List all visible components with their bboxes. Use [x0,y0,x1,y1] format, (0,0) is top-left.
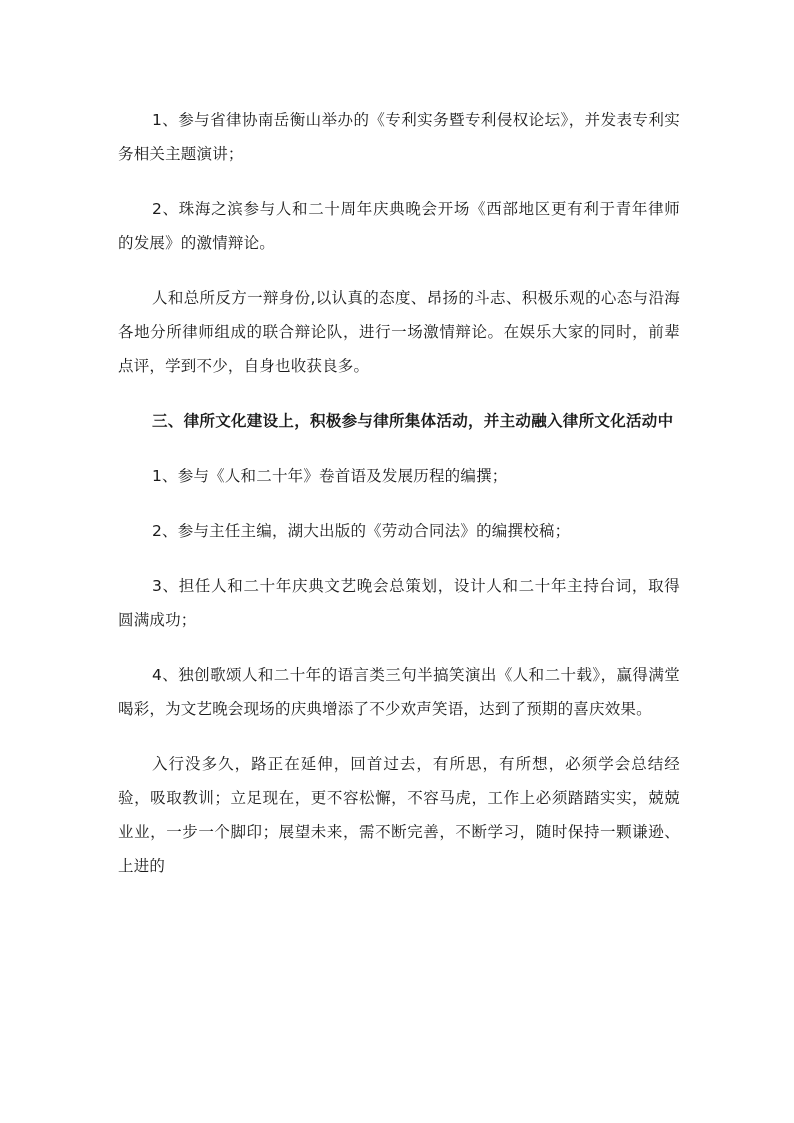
document-body [118,103,680,904]
paragraph-zhuhai-debate: 2、珠海之滨参与人和二十周年庆典晚会开场《西部地区更有利于青年律师的发展》的激情辩论。 [118,200,680,252]
paragraph-patent-forum: 1、参与省律协南岳衡山举办的《专利实务暨专利侵权论坛》，并发表专利实务相关主题演讲； [118,111,680,163]
paragraph-comedy-performance: 4、独创歌颂人和二十年的语言类三句半搞笑演出《人和二十载》，赢得满堂喝彩，为文艺晚会现场的庆典增添了不少欢声笑语，达到了预期的喜庆效果。 [118,666,680,718]
section-heading-culture: 三、律所文化建设上，积极参与律所集体活动，并主动融入律所文化活动中 [152,412,674,430]
paragraph-debate-details: 人和总所反方一辩身份,以认真的态度、昂扬的斗志、积极乐观的心态与沿海各地分所律师组成的联合辩论队，进行一场激情辩论。在娱乐大家的同时，前辈点评，学到不少，自身也收获良多。 [118,289,680,375]
paragraph-reflection: 入行没多久，路正在延伸，回首过去，有所思，有所想，必须学会总结经验，吸取教训；立足现在，更不容松懈，不容马虎，工作上必须踏踏实实，兢兢业业，一步一个脚印；展望未来，需不断完善，不断学习，随时保持一颗谦逊、上进的 [118,755,680,875]
paragraph-gala-planning: 3、担任人和二十年庆典文艺晚会总策划，设计人和二十年主持台词，取得圆满成功； [118,577,680,629]
paragraph-labor-law-editing: 2、参与主任主编，湖大出版的《劳动合同法》的编撰校稿； [152,522,571,540]
paragraph-preface-editing: 1、参与《人和二十年》卷首语及发展历程的编撰； [152,467,508,485]
